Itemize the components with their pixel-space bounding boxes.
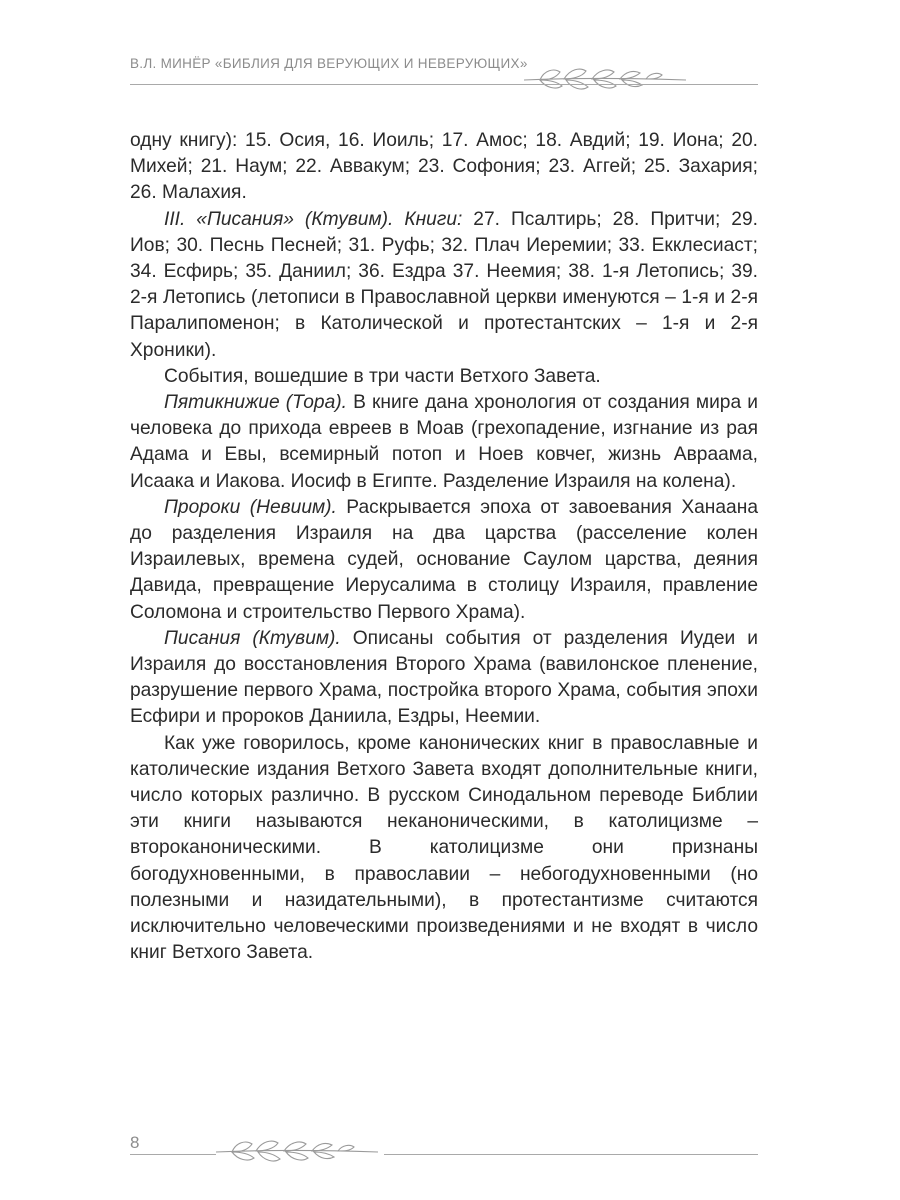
paragraph: одну книгу): 15. Осия, 16. Иоиль; 17. Амос; 18. Авдий; 19. Иона; 20. Михей; 21. Наум; 22. Аввакум; 23. Софония; 23. Аггей; 25. Захария; 26. Малахия. [130, 130, 758, 204]
running-title: В.Л. МИНЁР «БИБЛИЯ ДЛЯ ВЕРУЮЩИХ И НЕВЕРУЮЩИХ» [130, 56, 528, 71]
paragraph [130, 626, 758, 731]
paragraph-text: Описаны события от разделения Иудеи и Израиля до восстановления Второго Храма (вавилонское пленение, разрушение первого Храма, постройка второго Храма, события эпохи Есфири и пророков Даниила, Ездры, Неемии. [130, 627, 758, 728]
italic-heading: III. «Писания» (Ктувим). Книги: [164, 208, 463, 230]
italic-heading: Пророки (Невиим). [164, 496, 337, 518]
header-rule [130, 84, 758, 85]
olive-branch-icon [520, 58, 690, 102]
italic-heading: Писания (Ктувим). [164, 627, 341, 649]
footer-rule-right [384, 1154, 758, 1155]
paragraph: События, вошедшие в три части Ветхого Завета. [164, 365, 601, 387]
page-number: 8 [130, 1133, 140, 1152]
paragraph [130, 207, 758, 364]
paragraph: Как уже говорилось, кроме канонических книг в православные и католические издания Ветхого Завета входят дополнительные книги, число которых различно. В русском Синодальном переводе Библии эти книги называются неканоническими, в католицизме – второканоническими. В католицизме они признаны богодухновенными, в православии – небогодухновенными (но полезными и назидательными), в протестантизме считаются исключительно человеческими произведениями и не входят в число книг Ветхого Завета. [130, 732, 758, 964]
paragraph-text: 27. Псалтирь; 28. Притчи; 29. Иов; 30. Песнь Песней; 31. Руфь; 32. Плач Иеремии; 33. Екклесиаст; 34. Есфирь; 35. Даниил; 36. Ездра 37. Неемия; 38. 1-я Летопись; 39. 2-я Летопись (летописи в Православной церкви именуются – 1-я и 2-я Паралипоменон; в Католической и протестантских – 1-я и 2-я Хроники). [130, 208, 758, 361]
paragraph [130, 390, 758, 495]
olive-branch-icon [212, 1128, 382, 1172]
paragraph-text: Раскрывается эпоха от завоевания Ханаана до разделения Израиля на два царства (расселение колен Израилевых, времена судей, основание Саулом царства, деяния Давида, превращение Иерусалима в столицу Израиля, правление Соломона и строительство Первого Храма). [130, 496, 758, 623]
italic-heading: Пятикнижие (Тора). [164, 392, 347, 414]
footer-rule-left [130, 1154, 216, 1155]
main-text [130, 128, 758, 967]
paragraph [130, 495, 758, 626]
paragraph-text: В книге дана хронология от создания мира и человека до прихода евреев в Моав (грехопадение, изгнание из рая Адама и Евы, всемирный потоп и Ноев ковчег, жизнь Авраама, Исаака и Иакова. Иосиф в Египте. Разделение Израиля на колена). [130, 392, 758, 492]
